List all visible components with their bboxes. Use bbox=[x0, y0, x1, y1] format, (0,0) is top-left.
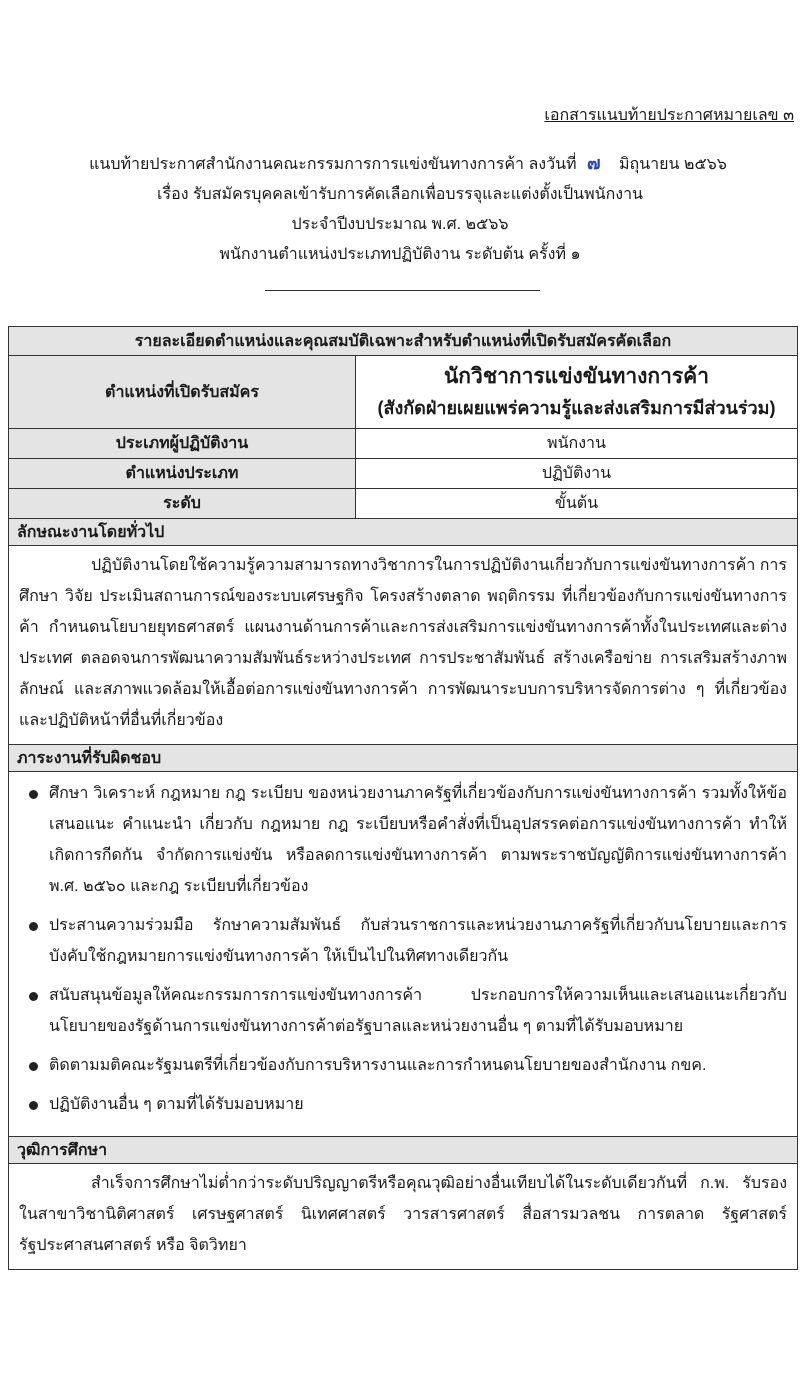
announcement-heading bbox=[0, 148, 800, 270]
heading-subject: เรื่อง รับสมัครบุคคลเข้ารับการคัดเลือกเพื่อบรรจุและแต่งตั้งเป็นพนักงาน bbox=[157, 186, 643, 203]
staff-type-label: ประเภทผู้ปฏิบัติงาน bbox=[9, 429, 356, 459]
duty-item bbox=[49, 1089, 787, 1120]
heading-fiscal-year: ประจำปีงบประมาณ พ.ศ. ๒๕๖๖ bbox=[291, 216, 509, 233]
general-text: ปฏิบัติงานโดยใช้ความรู้ความสามารถทางวิชาการในการปฏิบัติงานเกี่ยวกับการแข่งขันทางการค้า การศึกษา วิจัย ประเมินสถานการณ์ของระบบเศรษฐกิจ โครงสร้างตลาด พฤติกรรม ที่เกี่ยวข้องกับการแข่งขันทางการค้า กำหนดนโยบายยุทธศาสตร์ แผนงานด้านการค้าและการส่งเสริมการแข่งขันทางการค้าทั้งในประเทศและต่างประเทศ ตลอดจนการพัฒนาความสัมพันธ์ระหว่างประเทศ การประชาสัมพันธ์ สร้างเครือข่าย การเสริมสร้างภาพลักษณ์ และสภาพแวดล้อมให้เอื้อต่อการแข่งขันทางการค้า การพัฒนาระบบการบริหารจัดการต่าง ๆ ที่เกี่ยวข้อง และปฏิบัติหน้าที่อื่นที่เกี่ยวข้อง bbox=[19, 557, 788, 729]
handwritten-day: ๗ bbox=[587, 153, 601, 173]
level-label: ระดับ bbox=[9, 489, 356, 519]
position-type-value: ปฏิบัติงาน bbox=[356, 459, 798, 489]
general-description bbox=[9, 546, 798, 745]
duty-item bbox=[49, 1050, 787, 1081]
document-reference: เอกสารแนบท้ายประกาศหมายเลข ๓ bbox=[544, 107, 794, 124]
bullet-icon bbox=[29, 922, 38, 931]
divider bbox=[265, 290, 540, 291]
position-unit: (สังกัดฝ่ายเผยแพร่ความรู้และส่งเสริมการมีส่วนร่วม) bbox=[377, 398, 776, 418]
position-label: ตำแหน่งที่เปิดรับสมัคร bbox=[9, 356, 356, 429]
duty-item bbox=[49, 910, 787, 972]
bullet-icon bbox=[29, 1101, 38, 1110]
duty-text: ประสานความร่วมมือ รักษาความสัมพันธ์ กับส่วนราชการและหน่วยงานภาครัฐที่เกี่ยวกับนโยบายและการบังคับใช้กฎหมายการแข่งขันทางการค้า ให้เป็นไปในทิศทางเดียวกัน bbox=[49, 917, 787, 965]
education-text: สำเร็จการศึกษาไม่ต่ำกว่าระดับปริญญาตรีหรือคุณวุฒิอย่างอื่นเทียบได้ในระดับเดียวกันที่ ก.พ. รับรอง ในสาขาวิชานิติศาสตร์ เศรษฐศาสตร์ นิเทศศาสตร์ วารสารศาสตร์ สื่อสารมวลชน การตลาด รัฐศาสตร์ รัฐประศาสนศาสตร์ หรือ จิตวิทยา bbox=[19, 1175, 787, 1254]
duty-item bbox=[49, 778, 787, 902]
duty-text: สนับสนุนข้อมูลให้คณะกรรมการการแข่งขันทางการค้า ประกอบการให้ความเห็นและเสนอแนะเกี่ยวกับนโยบายของรัฐด้านการแข่งขันทางการค้าต่อรัฐบาลและหน่วยงานอื่น ๆ ตามที่ได้รับมอบหมาย bbox=[49, 987, 787, 1035]
position-value bbox=[356, 356, 798, 429]
duty-text: ติดตามมติคณะรัฐมนตรีที่เกี่ยวข้องกับการบริหารงานและการกำหนดนโยบายของสำนักงาน กขค. bbox=[49, 1057, 707, 1074]
education-description bbox=[9, 1164, 798, 1270]
staff-type-value: พนักงาน bbox=[356, 429, 798, 459]
bullet-icon bbox=[29, 790, 38, 799]
level-value: ขั้นต้น bbox=[356, 489, 798, 519]
education-section-title: วุฒิการศึกษา bbox=[9, 1137, 798, 1164]
heading-date: มิถุนายน ๒๕๖๖ bbox=[619, 156, 727, 173]
heading-line-1 bbox=[8, 148, 800, 180]
general-section-title: ลักษณะงานโดยทั่วไป bbox=[9, 519, 798, 546]
position-details-table bbox=[8, 326, 798, 1270]
bullet-icon bbox=[29, 992, 38, 1001]
bullet-icon bbox=[29, 1062, 38, 1071]
duties-cell bbox=[9, 772, 798, 1137]
position-name: นักวิชาการแข่งขันทางการค้า bbox=[443, 365, 710, 388]
duties-list bbox=[9, 772, 797, 1136]
duty-text: ศึกษา วิเคราะห์ กฎหมาย กฎ ระเบียบ ของหน่วยงานภาครัฐที่เกี่ยวข้องกับการแข่งขันทางการค้า รวมทั้งให้ข้อเสนอแนะ คำแนะนำ เกี่ยวกับ กฎหมาย กฎ ระเบียบหรือคำสั่งที่เป็นอุปสรรคต่อการแข่งขันทางการค้า ทำให้เกิดการกีดกัน จำกัดการแข่งขัน หรือลดการแข่งขันทางการค้า ตามพระราชบัญญัติการแข่งขันทางการค้า พ.ศ. ๒๕๖๐ และกฎ ระเบียบที่เกี่ยวข้อง bbox=[49, 785, 787, 895]
heading-prefix: แนบท้ายประกาศสำนักงานคณะกรรมการการแข่งขันทางการค้า ลงวันที่ bbox=[89, 156, 577, 173]
heading-position-round: พนักงานตำแหน่งประเภทปฏิบัติงาน ระดับต้น ครั้งที่ ๑ bbox=[219, 246, 581, 263]
duties-section-title: ภาระงานที่รับผิดชอบ bbox=[9, 745, 798, 772]
duty-text: ปฏิบัติงานอื่น ๆ ตามที่ได้รับมอบหมาย bbox=[49, 1096, 304, 1113]
position-type-label: ตำแหน่งประเภท bbox=[9, 459, 356, 489]
duty-item bbox=[49, 980, 787, 1042]
table-title: รายละเอียดตำแหน่งและคุณสมบัติเฉพาะสำหรับตำแหน่งที่เปิดรับสมัครคัดเลือก bbox=[9, 327, 798, 356]
